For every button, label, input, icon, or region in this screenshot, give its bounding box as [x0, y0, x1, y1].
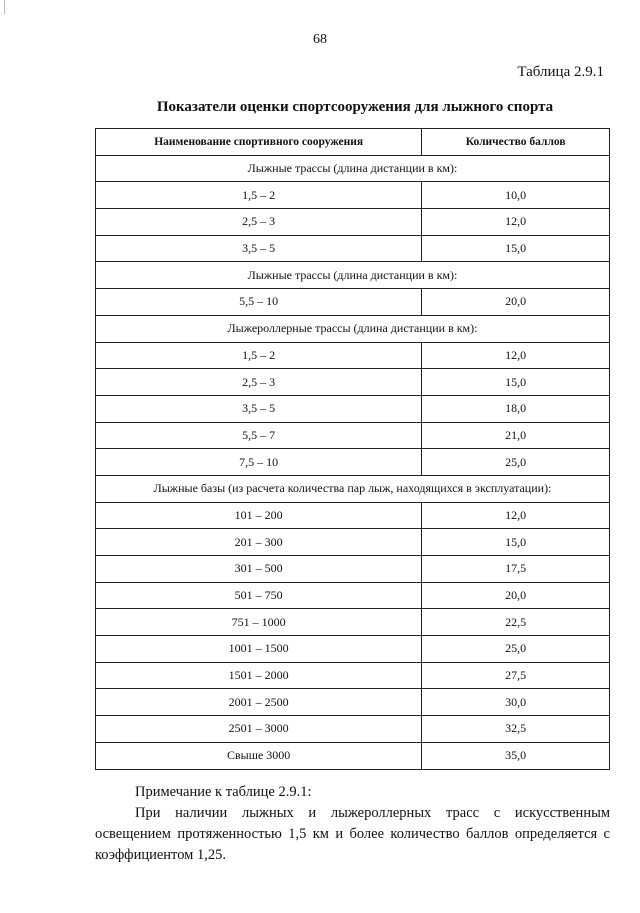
section-header-cell: Лыжные трассы (длина дистанции в км): — [96, 155, 610, 182]
table-row — [96, 395, 610, 422]
table-row — [96, 182, 610, 209]
facility-range-cell: 101 – 200 — [96, 502, 422, 529]
score-cell: 27,5 — [422, 662, 610, 689]
score-cell: 17,5 — [422, 556, 610, 583]
table-row — [96, 742, 610, 769]
facility-range-cell: 5,5 – 7 — [96, 422, 422, 449]
score-cell: 15,0 — [422, 529, 610, 556]
facility-range-cell: 5,5 – 10 — [96, 289, 422, 316]
scan-edge-mark — [4, 0, 5, 14]
table-row — [96, 209, 610, 236]
note-body: При наличии лыжных и лыжероллерных трасс с искусственным освещением протяженностью 1,5 км и более количество баллов определяется с коэффициентом 1,25. — [95, 805, 610, 863]
facility-range-cell: 2501 – 3000 — [96, 716, 422, 743]
facility-range-cell: 1501 – 2000 — [96, 662, 422, 689]
facility-range-cell: 2,5 – 3 — [96, 209, 422, 236]
section-header-cell: Лыжные трассы (длина дистанции в км): — [96, 262, 610, 289]
score-cell: 12,0 — [422, 342, 610, 369]
table-row — [96, 636, 610, 663]
table-row — [96, 449, 610, 476]
score-cell: 25,0 — [422, 449, 610, 476]
section-header-cell: Лыжероллерные трассы (длина дистанции в км): — [96, 315, 610, 342]
score-cell: 22,5 — [422, 609, 610, 636]
section-row — [96, 155, 610, 182]
note-block — [95, 782, 610, 866]
table-caption: Таблица 2.9.1 — [517, 64, 604, 80]
facility-range-cell: 7,5 – 10 — [96, 449, 422, 476]
facility-range-cell: 3,5 – 5 — [96, 235, 422, 262]
table-row — [96, 556, 610, 583]
table-header-row — [96, 129, 610, 156]
facility-range-cell: Свыше 3000 — [96, 742, 422, 769]
score-cell: 35,0 — [422, 742, 610, 769]
facility-range-cell: 2,5 – 3 — [96, 369, 422, 396]
table-row — [96, 689, 610, 716]
score-cell: 12,0 — [422, 502, 610, 529]
table-row — [96, 529, 610, 556]
section-row — [96, 262, 610, 289]
table-row — [96, 662, 610, 689]
facility-range-cell: 501 – 750 — [96, 582, 422, 609]
score-cell: 10,0 — [422, 182, 610, 209]
section-row — [96, 475, 610, 502]
table-row — [96, 235, 610, 262]
facility-range-cell: 2001 – 2500 — [96, 689, 422, 716]
facility-range-cell: 751 – 1000 — [96, 609, 422, 636]
table-row — [96, 342, 610, 369]
page-number: 68 — [313, 32, 327, 47]
header-facility-name: Наименование спортивного сооружения — [96, 129, 422, 156]
facility-range-cell: 301 – 500 — [96, 556, 422, 583]
score-cell: 15,0 — [422, 235, 610, 262]
facility-range-cell: 1,5 – 2 — [96, 342, 422, 369]
table-row — [96, 422, 610, 449]
section-row — [96, 315, 610, 342]
score-cell: 12,0 — [422, 209, 610, 236]
score-cell: 20,0 — [422, 582, 610, 609]
facility-range-cell: 3,5 – 5 — [96, 395, 422, 422]
table-row — [96, 369, 610, 396]
score-cell: 32,5 — [422, 716, 610, 743]
table-row — [96, 716, 610, 743]
table-row — [96, 609, 610, 636]
section-header-cell: Лыжные базы (из расчета количества пар лыж, находящихся в эксплуатации): — [96, 475, 610, 502]
facility-range-cell: 201 – 300 — [96, 529, 422, 556]
table-row — [96, 502, 610, 529]
score-cell: 15,0 — [422, 369, 610, 396]
score-cell: 20,0 — [422, 289, 610, 316]
score-cell: 25,0 — [422, 636, 610, 663]
scores-table — [95, 128, 610, 770]
document-title: Показатели оценки спортсооружения для лыжного спорта — [156, 99, 554, 115]
note-title: Примечание к таблице 2.9.1: — [135, 784, 312, 800]
facility-range-cell: 1,5 – 2 — [96, 182, 422, 209]
table-row — [96, 582, 610, 609]
score-cell: 18,0 — [422, 395, 610, 422]
table-body — [96, 155, 610, 769]
table-row — [96, 289, 610, 316]
header-score: Количество баллов — [422, 129, 610, 156]
facility-range-cell: 1001 – 1500 — [96, 636, 422, 663]
score-cell: 30,0 — [422, 689, 610, 716]
score-cell: 21,0 — [422, 422, 610, 449]
